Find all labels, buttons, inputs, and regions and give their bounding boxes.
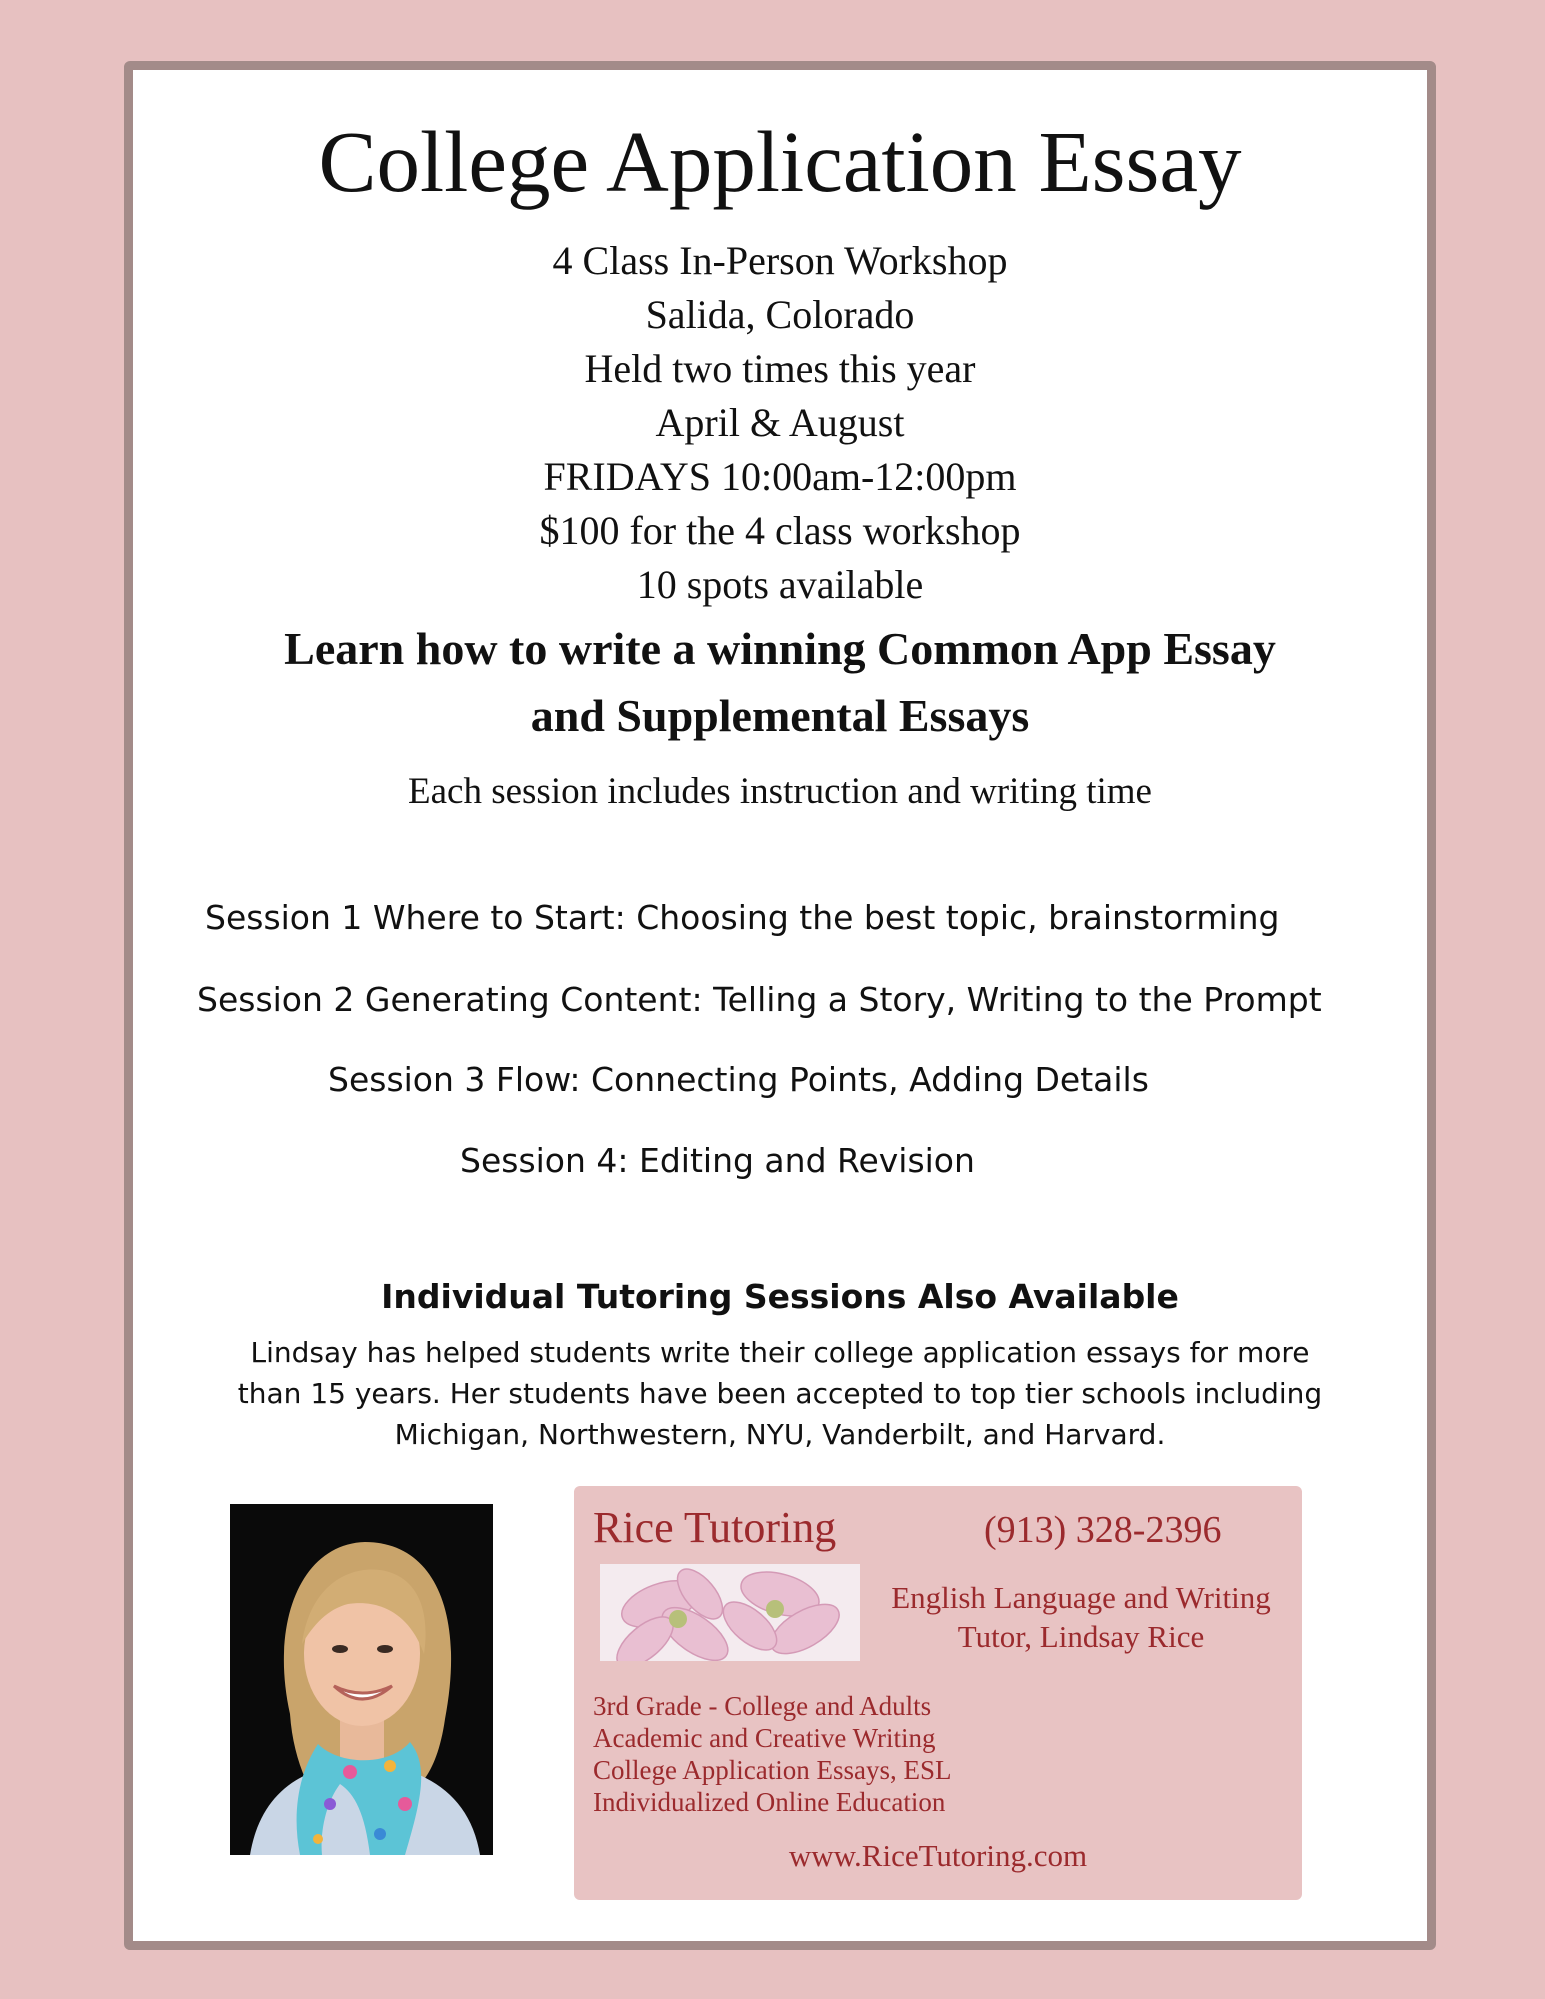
dogwood-flower-illustration <box>600 1564 860 1661</box>
headline-line: and Supplemental Essays <box>530 690 1030 741</box>
tutor-line: English Language and Writing <box>891 1580 1271 1615</box>
portrait-illustration <box>230 1504 493 1855</box>
workshop-details <box>133 234 1427 612</box>
detail-line: Held two times this year <box>584 346 976 391</box>
website-link[interactable]: www.RiceTutoring.com <box>788 1838 1088 1873</box>
bio-line: Lindsay has helped students write their college application essays for more <box>250 1336 1310 1369</box>
service-item: 3rd Grade - College and Adults <box>593 1691 932 1721</box>
headline-line: Learn how to write a winning Common App Essay <box>284 623 1276 674</box>
session-item: Session 2 Generating Content: Telling a Story, Writing to the Prompt <box>197 980 1322 1019</box>
tutoring-heading: Individual Tutoring Sessions Also Available <box>381 1277 1179 1316</box>
detail-line: Salida, Colorado <box>645 292 915 337</box>
flyer-title: College Application Essay <box>318 113 1242 210</box>
headline <box>133 615 1427 749</box>
detail-line: April & August <box>655 400 905 445</box>
phone-number: (913) 328-2396 <box>984 1509 1222 1551</box>
business-card <box>574 1486 1302 1900</box>
bio-line: Michigan, Northwestern, NYU, Vanderbilt, and Harvard. <box>394 1418 1166 1451</box>
detail-line: 4 Class In-Person Workshop <box>552 238 1008 283</box>
session-note: Each session includes instruction and writing time <box>408 771 1152 812</box>
session-item: Session 4: Editing and Revision <box>460 1141 975 1180</box>
services-list <box>593 1690 951 1818</box>
tutor-photo <box>230 1504 493 1855</box>
brand-name: Rice Tutoring <box>593 1503 837 1552</box>
tutor-title <box>876 1578 1286 1656</box>
tutor-bio <box>133 1332 1427 1455</box>
bio-line: than 15 years. Her students have been accepted to top tier schools including <box>237 1377 1323 1410</box>
session-item: Session 3 Flow: Connecting Points, Adding Details <box>328 1060 1149 1099</box>
tutor-line: Tutor, Lindsay Rice <box>957 1619 1205 1654</box>
detail-line: $100 for the 4 class workshop <box>539 508 1021 553</box>
flower-image <box>600 1564 860 1661</box>
service-item: College Application Essays, ESL <box>593 1755 952 1785</box>
detail-line: FRIDAYS 10:00am-12:00pm <box>543 454 1017 499</box>
detail-line: 10 spots available <box>636 562 924 607</box>
flyer-page <box>124 61 1436 1950</box>
service-item: Individualized Online Education <box>593 1787 946 1817</box>
service-item: Academic and Creative Writing <box>593 1723 936 1753</box>
session-item: Session 1 Where to Start: Choosing the best topic, brainstorming <box>205 898 1280 937</box>
